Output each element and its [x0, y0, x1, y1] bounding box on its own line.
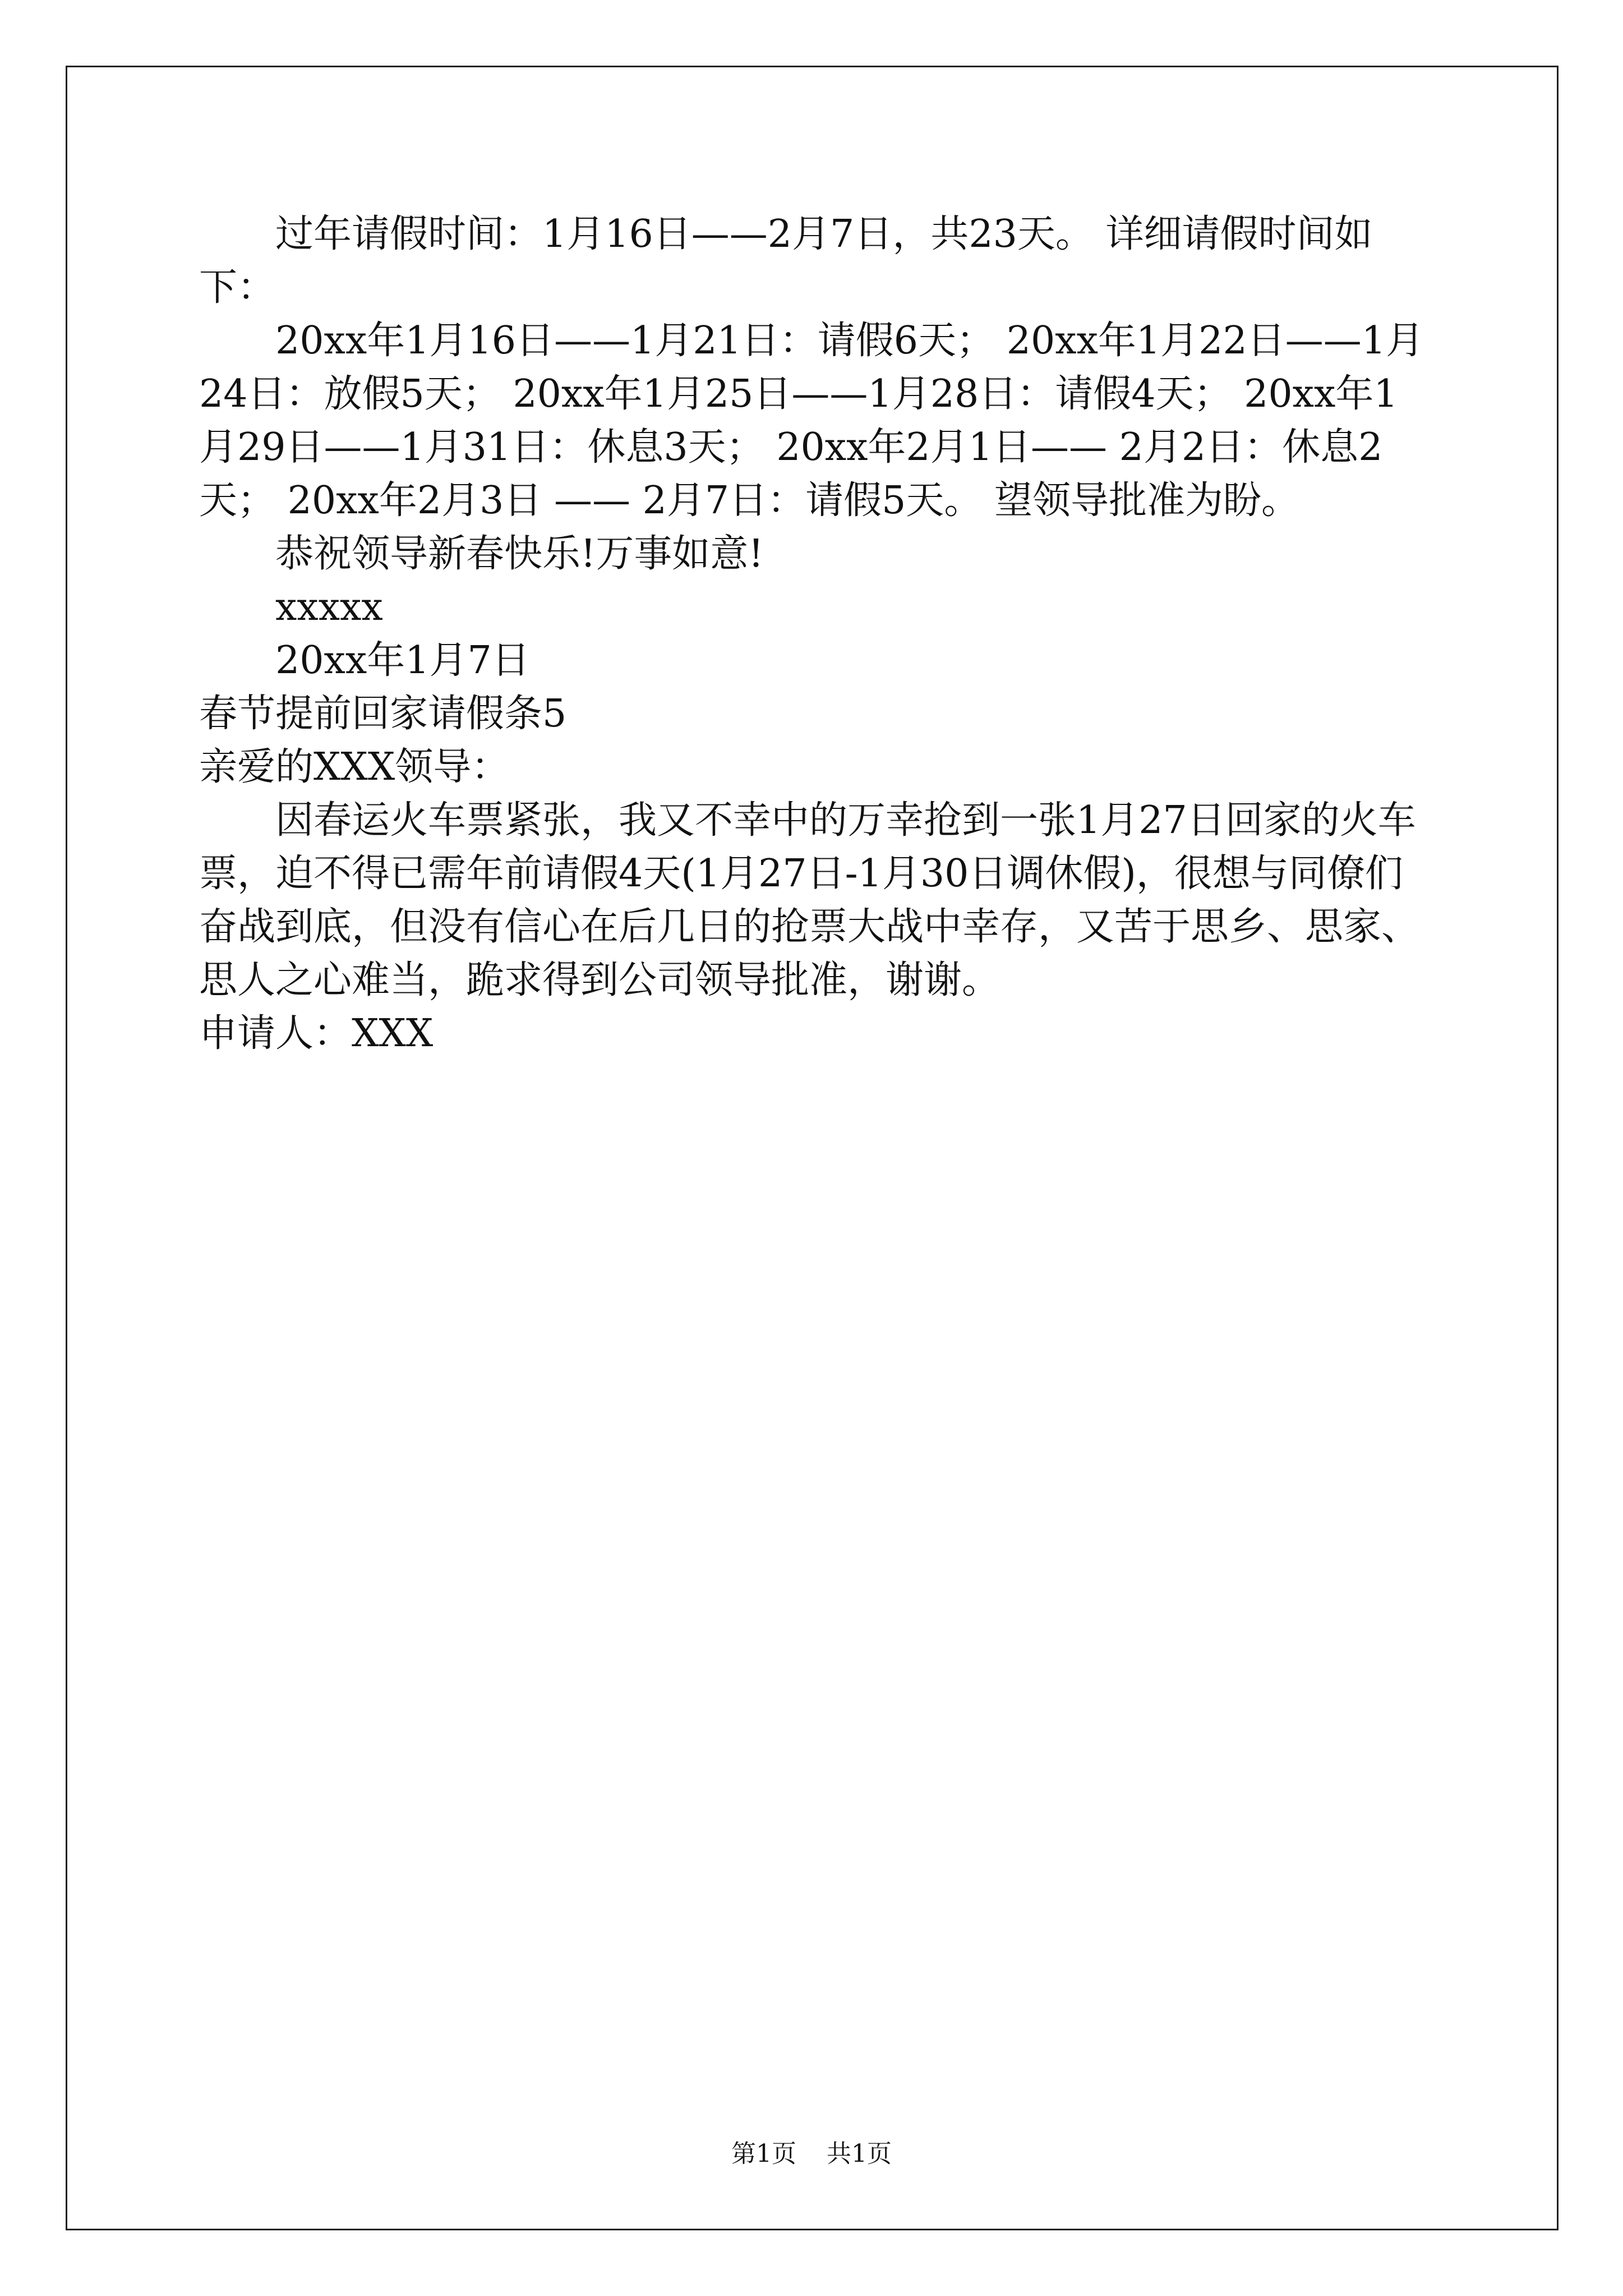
signature-date: 20xx年1月7日 — [275, 638, 530, 683]
leave-period-paragraph: 过年请假时间：1月16日——2月7日，共23天。 详细请假时间如下： — [199, 212, 1373, 310]
applicant-line: 申请人：XXX — [199, 1011, 434, 1056]
request-body-paragraph: 因春运火车票紧张，我又不幸中的万幸抢到一张1月27日回家的火车票，迫不得已需年前请假4天(1月27日-1月30日调休假)，很想与同僚们奋战到底，但没有信心在后几日的抢票大战中幸存，又苦于思乡、思家、思人之心难当，跪求得到公司领导批准，谢谢。 — [199, 798, 1420, 1002]
page-footer — [0, 2137, 1623, 2171]
page-total: 共1页 — [827, 2139, 892, 2168]
salutation: 亲爱的XXX领导： — [199, 745, 510, 789]
leave-schedule-paragraph: 20xx年1月16日——1月21日：请假6天； 20xx年1月22日——1月24日：放假5天； 20xx年1月25日——1月28日：请假4天； 20xx年1月29日——1月31日：休息3天； 20xx年2月1日—— 2月2日：休息2天； 20xx年2月3日 —— 2月7日：请假5天。 望领导批准为盼。 — [199, 319, 1424, 523]
greeting-paragraph: 恭祝领导新春快乐!万事如意! — [275, 532, 764, 576]
page-number: 第1页 — [731, 2139, 796, 2168]
signature-name: xxxxx — [275, 585, 383, 629]
section-heading: 春节提前回家请假条5 — [199, 692, 567, 736]
document-body — [199, 208, 1427, 1060]
